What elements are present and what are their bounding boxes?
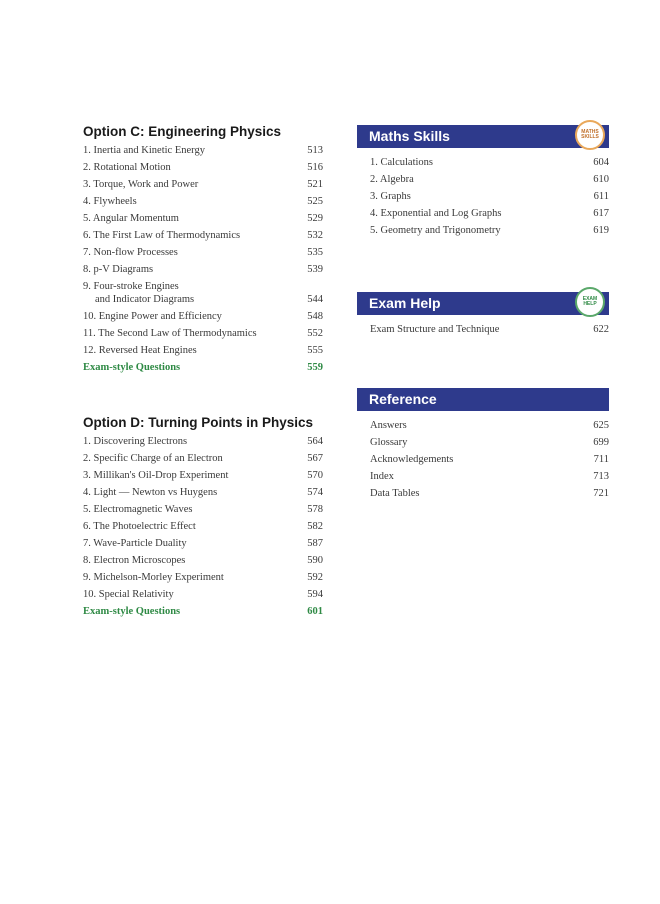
toc-entry[interactable] [83, 433, 323, 450]
toc-entry-page: 582 [307, 521, 323, 532]
toc-entry-page: 592 [307, 572, 323, 583]
toc-entry[interactable] [83, 227, 323, 244]
toc-entry[interactable] [83, 261, 323, 278]
toc-entry-page: 587 [307, 538, 323, 549]
exam-help-banner [357, 292, 609, 315]
toc-entry-label: 8. p-V Diagrams [83, 264, 154, 275]
option-c-heading: Option C: Engineering Physics [83, 124, 282, 139]
badge-text: EXAM [582, 295, 598, 302]
toc-entry-label: 1. Discovering Electrons [83, 436, 188, 447]
toc-entry[interactable] [83, 467, 323, 484]
toc-entry[interactable] [83, 278, 323, 308]
toc-entry[interactable] [370, 451, 609, 468]
maths-skills-badge-icon [575, 120, 605, 150]
toc-entry-page: 699 [593, 437, 609, 448]
toc-entry[interactable] [83, 552, 323, 569]
toc-entry-label: Exam Structure and Technique [370, 324, 500, 335]
toc-entry-label: 1. Calculations [370, 157, 433, 168]
toc-entry[interactable] [83, 501, 323, 518]
toc-entry-label: Index [370, 471, 394, 482]
toc-entry-label: 3. Graphs [370, 191, 411, 202]
toc-entry[interactable] [83, 569, 323, 586]
reference-section [357, 388, 609, 502]
toc-entry-label: Exam-style Questions [83, 606, 181, 617]
toc-entry-label: 5. Electromagnetic Waves [83, 504, 193, 515]
toc-entry-label: Acknowledgements [370, 454, 454, 465]
toc-entry[interactable] [83, 450, 323, 467]
toc-entry-label: 2. Rotational Motion [83, 162, 171, 173]
toc-entry-label: 9. Michelson-Morley Experiment [83, 572, 224, 583]
option-d-heading: Option D: Turning Points in Physics [83, 415, 314, 430]
toc-entry-label: 8. Electron Microscopes [83, 555, 186, 566]
toc-entry-label: Data Tables [370, 488, 420, 499]
exam-help-section [357, 292, 609, 338]
toc-entry[interactable] [83, 518, 323, 535]
toc-entry-label: 4. Exponential and Log Graphs [370, 208, 502, 219]
toc-entry-label: Glossary [370, 437, 408, 448]
toc-entry[interactable] [83, 210, 323, 227]
toc-entry-label: 6. The First Law of Thermodynamics [83, 230, 241, 241]
toc-entry-page: 570 [307, 470, 323, 481]
toc-entry-page: 532 [307, 230, 323, 241]
option-d-section [83, 415, 323, 620]
toc-entry-label: 10. Special Relativity [83, 589, 174, 600]
reference-heading: Reference [369, 391, 437, 407]
toc-entry[interactable] [370, 205, 609, 222]
toc-entry-label: 5. Angular Momentum [83, 213, 179, 224]
toc-entry[interactable] [370, 188, 609, 205]
toc-entry-page: 516 [307, 162, 323, 173]
maths-skills-banner [357, 125, 609, 148]
toc-entry-page: 590 [307, 555, 323, 566]
toc-entry[interactable] [83, 586, 323, 603]
toc-entry-page: 711 [593, 454, 609, 465]
toc-entry[interactable] [83, 535, 323, 552]
maths-skills-section [357, 125, 609, 239]
toc-entry[interactable] [370, 321, 609, 338]
toc-entry-page: 721 [593, 488, 609, 499]
toc-entry[interactable] [370, 434, 609, 451]
toc-entry[interactable] [83, 308, 323, 325]
toc-entry[interactable] [370, 222, 609, 239]
toc-entry[interactable] [83, 342, 323, 359]
toc-entry-page: 548 [307, 311, 323, 322]
toc-entry-page: 578 [307, 504, 323, 515]
toc-entry-page: 713 [593, 471, 609, 482]
toc-entry[interactable] [370, 468, 609, 485]
toc-entry-label: 3. Millikan's Oil-Drop Experiment [83, 470, 229, 481]
toc-entry-page: 529 [307, 213, 323, 224]
toc-entry-label: 10. Engine Power and Efficiency [83, 311, 222, 322]
toc-entry-label: 7. Wave-Particle Duality [83, 538, 187, 549]
toc-entry-label: 2. Specific Charge of an Electron [83, 453, 223, 464]
toc-entry-page: 544 [307, 294, 323, 305]
toc-entry-page: 535 [307, 247, 323, 258]
toc-entry[interactable] [370, 171, 609, 188]
toc-entry-label: 9. Four-stroke Engines [83, 281, 179, 292]
toc-entry-label: Exam-style Questions [83, 362, 181, 373]
toc-entry[interactable] [83, 244, 323, 261]
reference-banner [357, 388, 609, 411]
toc-entry-page: 525 [307, 196, 323, 207]
toc-entry-page: 539 [307, 264, 323, 275]
toc-entry-label: 6. The Photoelectric Effect [83, 521, 196, 532]
toc-entry[interactable] [83, 159, 323, 176]
toc-entry[interactable] [83, 142, 323, 159]
toc-entry-page: 521 [307, 179, 323, 190]
toc-entry-page: 625 [593, 420, 609, 431]
toc-entry-page: 567 [307, 453, 323, 464]
toc-entry[interactable] [83, 176, 323, 193]
toc-entry-label: 4. Flywheels [83, 196, 137, 207]
toc-entry-label: 4. Light — Newton vs Huygens [83, 487, 218, 498]
toc-entry-page: 574 [307, 487, 323, 498]
toc-entry-page: 552 [307, 328, 323, 339]
toc-entry-page: 610 [593, 174, 609, 185]
toc-entry-page: 564 [307, 436, 323, 447]
badge-text: SKILLS [581, 134, 599, 140]
toc-entry-page: 513 [307, 145, 323, 156]
toc-entry[interactable] [370, 417, 609, 434]
toc-entry-label: 7. Non-flow Processes [83, 247, 178, 258]
toc-entry[interactable] [83, 484, 323, 501]
toc-entry-page: 619 [593, 225, 609, 236]
toc-entry-page: 622 [593, 324, 609, 335]
toc-entry-exam-questions[interactable] [83, 603, 323, 620]
toc-entry-page: 594 [307, 589, 323, 600]
toc-entry[interactable] [370, 154, 609, 171]
toc-entry-label: 12. Reversed Heat Engines [83, 345, 197, 356]
toc-entry-page: 611 [593, 191, 609, 202]
badge-text: MATHS [581, 128, 599, 135]
maths-skills-heading: Maths Skills [369, 128, 450, 144]
toc-entry-page: 601 [307, 606, 323, 617]
toc-entry-page: 555 [307, 345, 323, 356]
toc-entry[interactable] [83, 325, 323, 342]
toc-entry-label: 11. The Second Law of Thermodynamics [83, 328, 257, 339]
exam-help-badge-icon [575, 287, 605, 317]
badge-text: HELP [583, 301, 597, 307]
toc-entry-label: 1. Inertia and Kinetic Energy [83, 145, 205, 156]
toc-entry-exam-questions[interactable] [83, 359, 323, 376]
toc-entry-label: 2. Algebra [370, 174, 414, 185]
toc-entry-label: 3. Torque, Work and Power [83, 179, 199, 190]
exam-help-heading: Exam Help [369, 295, 441, 311]
toc-entry-page: 617 [593, 208, 609, 219]
toc-entry-label: 5. Geometry and Trigonometry [370, 225, 501, 236]
option-c-section [83, 124, 323, 376]
toc-entry-page: 559 [307, 362, 323, 373]
toc-entry-page: 604 [593, 157, 609, 168]
toc-entry[interactable] [370, 485, 609, 502]
toc-entry-label: Answers [370, 420, 407, 431]
toc-entry[interactable] [83, 193, 323, 210]
toc-entry-label-continued: and Indicator Diagrams [95, 294, 195, 305]
